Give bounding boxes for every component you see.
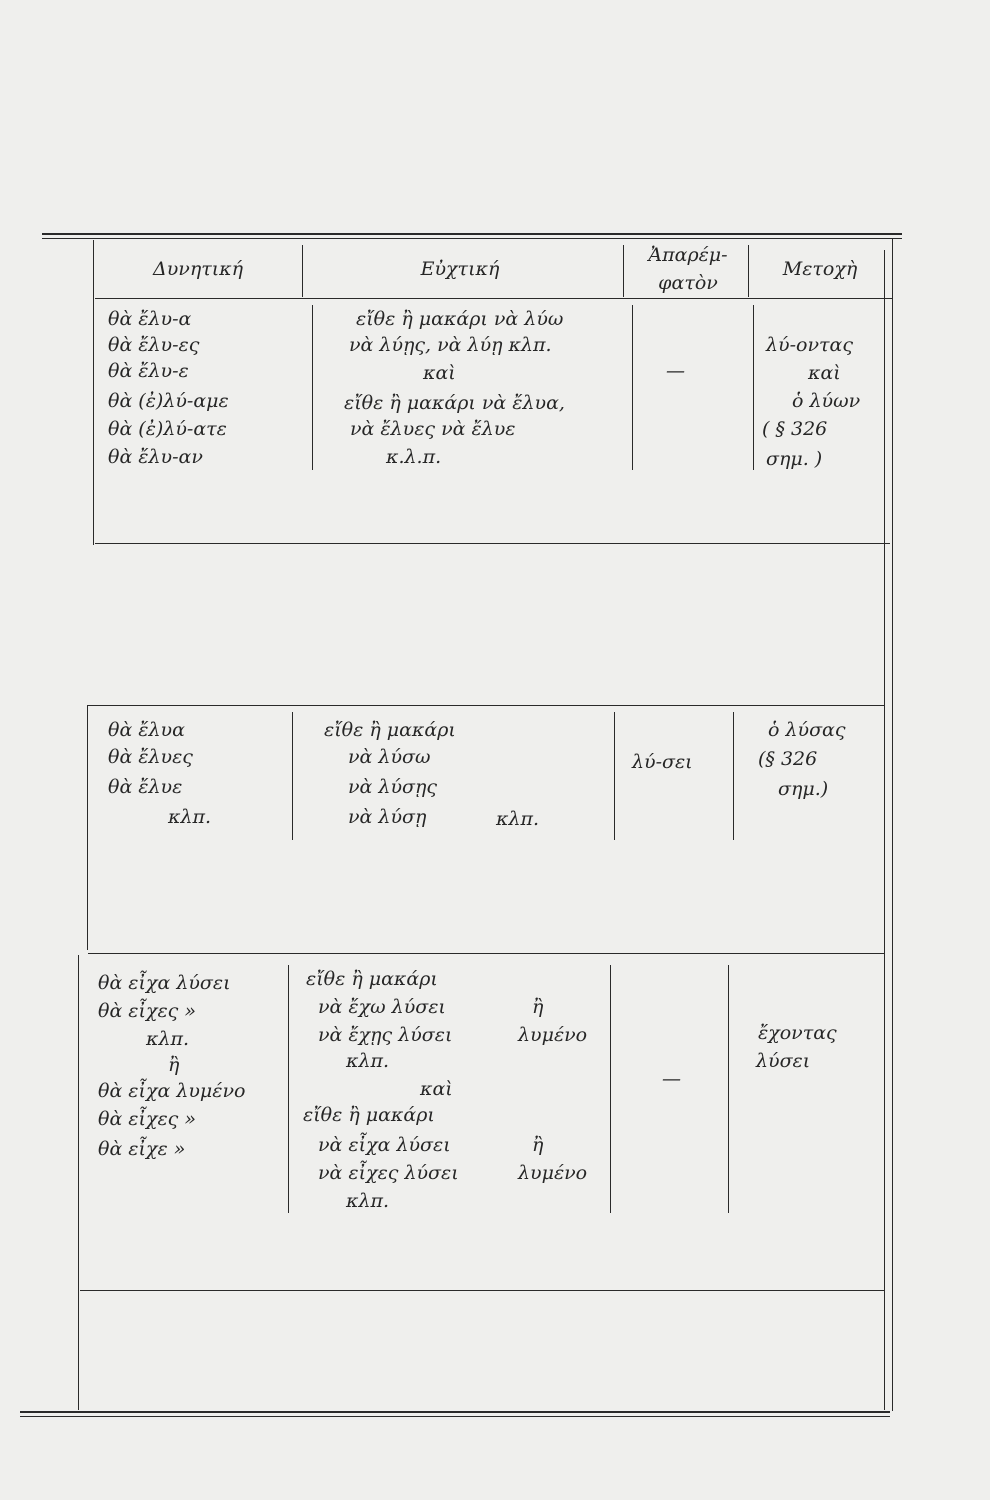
table-left-border [93, 240, 94, 545]
b3-col1-line: θὰ εἶχα λύσει [98, 972, 231, 994]
header-col-divider [623, 245, 624, 297]
b3-col3-dash: — [662, 1068, 681, 1090]
b3-col1-line: κλπ. [146, 1028, 190, 1050]
b1-col1-line: θὰ ἔλυ-ες [108, 334, 200, 356]
b3-col1-line: θὰ εἶχες » [98, 1108, 196, 1130]
b1-col2-line: καὶ [423, 362, 456, 384]
b1-col1-line: θὰ (ἐ)λύ-ατε [108, 418, 227, 440]
col-divider [733, 712, 734, 840]
b1-col2-line: κ.λ.π. [386, 446, 442, 468]
header-dynitiki: Δυνητική [152, 258, 244, 280]
b2-col4-line: ὁ λύσας [768, 719, 846, 741]
table-top-rule [42, 233, 902, 235]
b1-col2-line: εἴθε ἢ μακάρι νὰ λύω [356, 308, 564, 330]
b3-col4-line: λύσει [756, 1050, 811, 1072]
table-left-border [87, 705, 88, 950]
col-divider [610, 965, 611, 1213]
col-divider [728, 965, 729, 1213]
b1-col2-line: εἴθε ἢ μακάρι νὰ ἔλυα, [344, 392, 565, 414]
col-divider [753, 305, 754, 470]
col-divider [312, 305, 313, 470]
b3-col2-line: κλπ. [346, 1050, 390, 1072]
b1-col2-line: νὰ ἔλυες νὰ ἔλυε [350, 418, 516, 440]
b2-col2-line: νὰ λύσῃς [348, 776, 438, 798]
b2-col3-line: λύ-σει [632, 751, 693, 773]
b2-col1-line: θὰ ἔλυες [108, 746, 193, 768]
b2-col2-line: εἴθε ἢ μακάρι [324, 719, 456, 741]
b3-col2-line: νὰ ἔχῃς λύσει [318, 1024, 453, 1046]
b2-col2-line: νὰ λύσῃ [348, 806, 427, 828]
b3-col1-line: θὰ εἶχες » [98, 1000, 196, 1022]
b3-col2-line: εἴθε ἢ μακάρι [303, 1104, 435, 1126]
header-separator [95, 298, 892, 299]
b3-col2-line: νὰ ἔχω λύσει [318, 996, 446, 1018]
block-separator [88, 953, 885, 954]
b3-col1-line: θὰ εἶχα λυμένο [98, 1080, 246, 1102]
b2-col2-line: κλπ. [496, 808, 540, 830]
header-aparemfato-1: Ἀπαρέμ- [648, 244, 728, 266]
b3-col2-line: ἢ [532, 996, 544, 1018]
block-separator [88, 705, 885, 706]
table-top-rule-thin [42, 238, 902, 239]
b3-col1-line: θὰ εἶχε » [98, 1138, 186, 1160]
b1-col3-dash: — [666, 360, 685, 382]
b2-col4-line: (§ 326 [758, 748, 818, 770]
col-divider [632, 305, 633, 470]
table-bottom-rule [20, 1411, 890, 1413]
table-left-border [78, 955, 79, 1410]
b1-col1-line: θὰ (ἐ)λύ-αμε [108, 390, 229, 412]
b3-col1-line: ἢ [168, 1054, 180, 1076]
b1-col4-line: ὁ λύων [792, 390, 861, 412]
b1-col4-line: σημ. ) [766, 448, 823, 470]
b2-col2-line: νὰ λύσω [348, 746, 431, 768]
col-divider [292, 712, 293, 840]
b3-col2-line: κλπ. [346, 1190, 390, 1212]
header-euchtiki: Εὐχτική [420, 258, 500, 280]
b3-col2-line: εἴθε ἢ μακάρι [306, 968, 438, 990]
b3-col2-line: νὰ εἶχες λύσει [318, 1162, 459, 1184]
table-right-border-thin [884, 250, 885, 1410]
b1-col4-line: ( § 326 [762, 418, 828, 440]
header-col-divider [748, 245, 749, 297]
b1-col1-line: θὰ ἔλυ-α [108, 308, 192, 330]
b3-col2-line: νὰ εἶχα λύσει [318, 1134, 451, 1156]
b2-col4-line: σημ.) [778, 778, 829, 800]
table-bottom-rule-thin [20, 1416, 890, 1417]
b3-col4-line: ἔχοντας [758, 1022, 837, 1044]
b2-col1-line: θὰ ἔλυα [108, 719, 185, 741]
b3-col2-line: ἢ [532, 1134, 544, 1156]
b3-col2-line: καὶ [420, 1078, 453, 1100]
col-divider [614, 712, 615, 840]
header-metochi: Μετοχὴ [782, 258, 858, 280]
block-separator [95, 543, 890, 544]
b1-col1-line: θὰ ἔλυ-αν [108, 446, 203, 468]
col-divider [288, 965, 289, 1213]
header-aparemfato-2: φατὸν [658, 272, 718, 294]
b1-col4-line: λύ-οντας [766, 334, 853, 356]
b2-col1-line: θὰ ἔλυε [108, 776, 183, 798]
table-right-border [892, 238, 893, 1411]
b1-col1-line: θὰ ἔλυ-ε [108, 360, 189, 382]
b3-col2-line: λυμένο [518, 1162, 588, 1184]
block-separator [80, 1290, 885, 1291]
header-col-divider [302, 245, 303, 297]
b1-col2-line: νὰ λύῃς, νὰ λύῃ κλπ. [349, 334, 552, 356]
b1-col4-line: καὶ [808, 362, 841, 384]
b3-col2-line: λυμένο [518, 1024, 588, 1046]
b2-col1-line: κλπ. [168, 806, 212, 828]
